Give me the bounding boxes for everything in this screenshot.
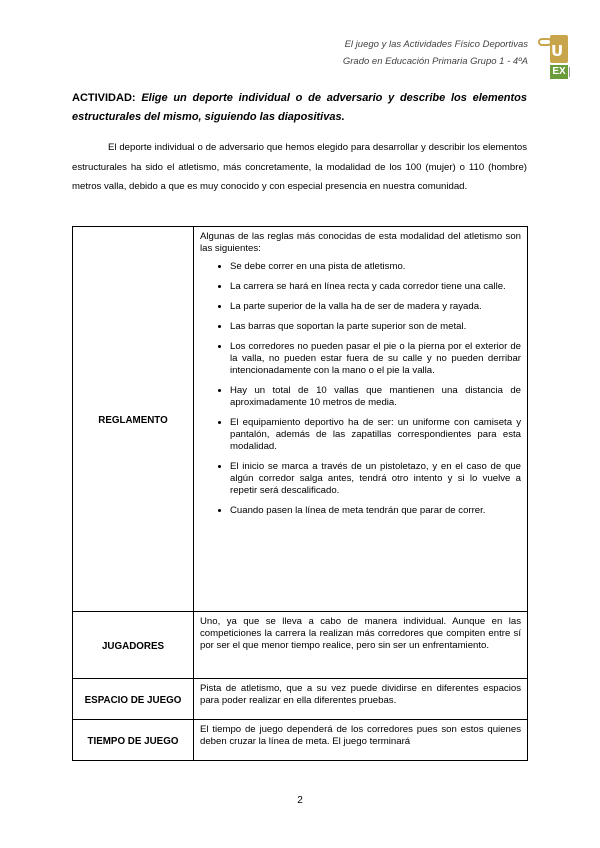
jugadores-label: JUGADORES [73,612,194,679]
table-row-reglamento [73,227,528,612]
rule-item: • El inicio se marca a través de un pistoletazo, y en el caso de que algún corredor salga antes, tendrá otro intento y si lo vuelve a repetir será descalificado. [230,461,521,497]
rule-item: • La carrera se hará en línea recta y cada corredor tiene una calle. [230,281,521,293]
table-row-tiempo [73,720,528,761]
header-group-info: Grado en Educación Primaria Grupo 1 - 4ºA [342,56,528,67]
activity-text: Elige un deporte individual o de adversario y describe los elementos estructurales del mismo, siguiendo las diapositivas. [72,92,527,123]
page-number: 2 [297,795,303,806]
logo-side-mark [569,67,575,77]
university-logo [538,29,572,79]
page-header [343,36,528,70]
tiempo-content: El tiempo de juego dependerá de los corredores pues son estos quienes deben cruzar la línea de meta. El juego terminará [194,720,528,761]
rule-item: • Se debe correr en una pista de atletismo. [230,261,521,273]
reglamento-content [194,227,528,612]
table-row-espacio [73,679,528,720]
header-course-title: El juego y las Actividades Físico Deportivas [344,39,528,50]
reglamento-label: REGLAMENTO [73,227,194,612]
logo-u-letter: U [551,42,564,60]
activity-statement [72,89,527,127]
rules-list [200,261,521,517]
rule-item: • Hay un total de 10 vallas que mantienen una distancia de aproximadamente 10 metros de media. [230,385,521,409]
logo-ex-block: EX [550,65,568,79]
reglamento-intro: Algunas de las reglas más conocidas de esta modalidad del atletismo son las siguientes: [200,231,521,254]
rule-item: • Cuando pasen la línea de meta tendrán que parar de correr. [230,505,521,517]
rule-item: • Los corredores no pueden pasar el pie o la pierna por el exterior de la valla, no pueden estar fuera de su calle y no pueden derribar intencionadamente con la mano o el pie la valla. [230,341,521,377]
activity-label: ACTIVIDAD: [72,92,136,104]
table-row-jugadores [73,612,528,679]
intro-paragraph: El deporte individual o de adversario que hemos elegido para desarrollar y describir los elementos estructurales ha sido el atletismo, más concretamente, la modalidad de los 100 (mujer) o 110 (hombre) metros valla, debido a que es muy conocido y con especial presencia en nuestra comunidad. [72,142,527,192]
rule-item: • Las barras que soportan la parte superior son de metal. [230,321,521,333]
structural-elements-table [72,226,528,761]
jugadores-content: Uno, ya que se lleva a cabo de manera individual. Aunque en las competiciones la carrera la realizan más corredores que compiten entre sí por ser el que menor tiempo realice, pero sin ser un enfrentamiento. [194,612,528,679]
espacio-content: Pista de atletismo, que a su vez puede dividirse en diferentes espacios para poder realizar en ella diferentes pruebas. [194,679,528,720]
espacio-label: ESPACIO DE JUEGO [73,679,194,720]
rule-item: • La parte superior de la valla ha de ser de madera y rayada. [230,301,521,313]
rule-item: • El equipamiento deportivo ha de ser: un uniforme con camiseta y pantalón, además de las zapatillas correspondientes para esta modalidad. [230,417,521,453]
tiempo-label: TIEMPO DE JUEGO [73,720,194,761]
